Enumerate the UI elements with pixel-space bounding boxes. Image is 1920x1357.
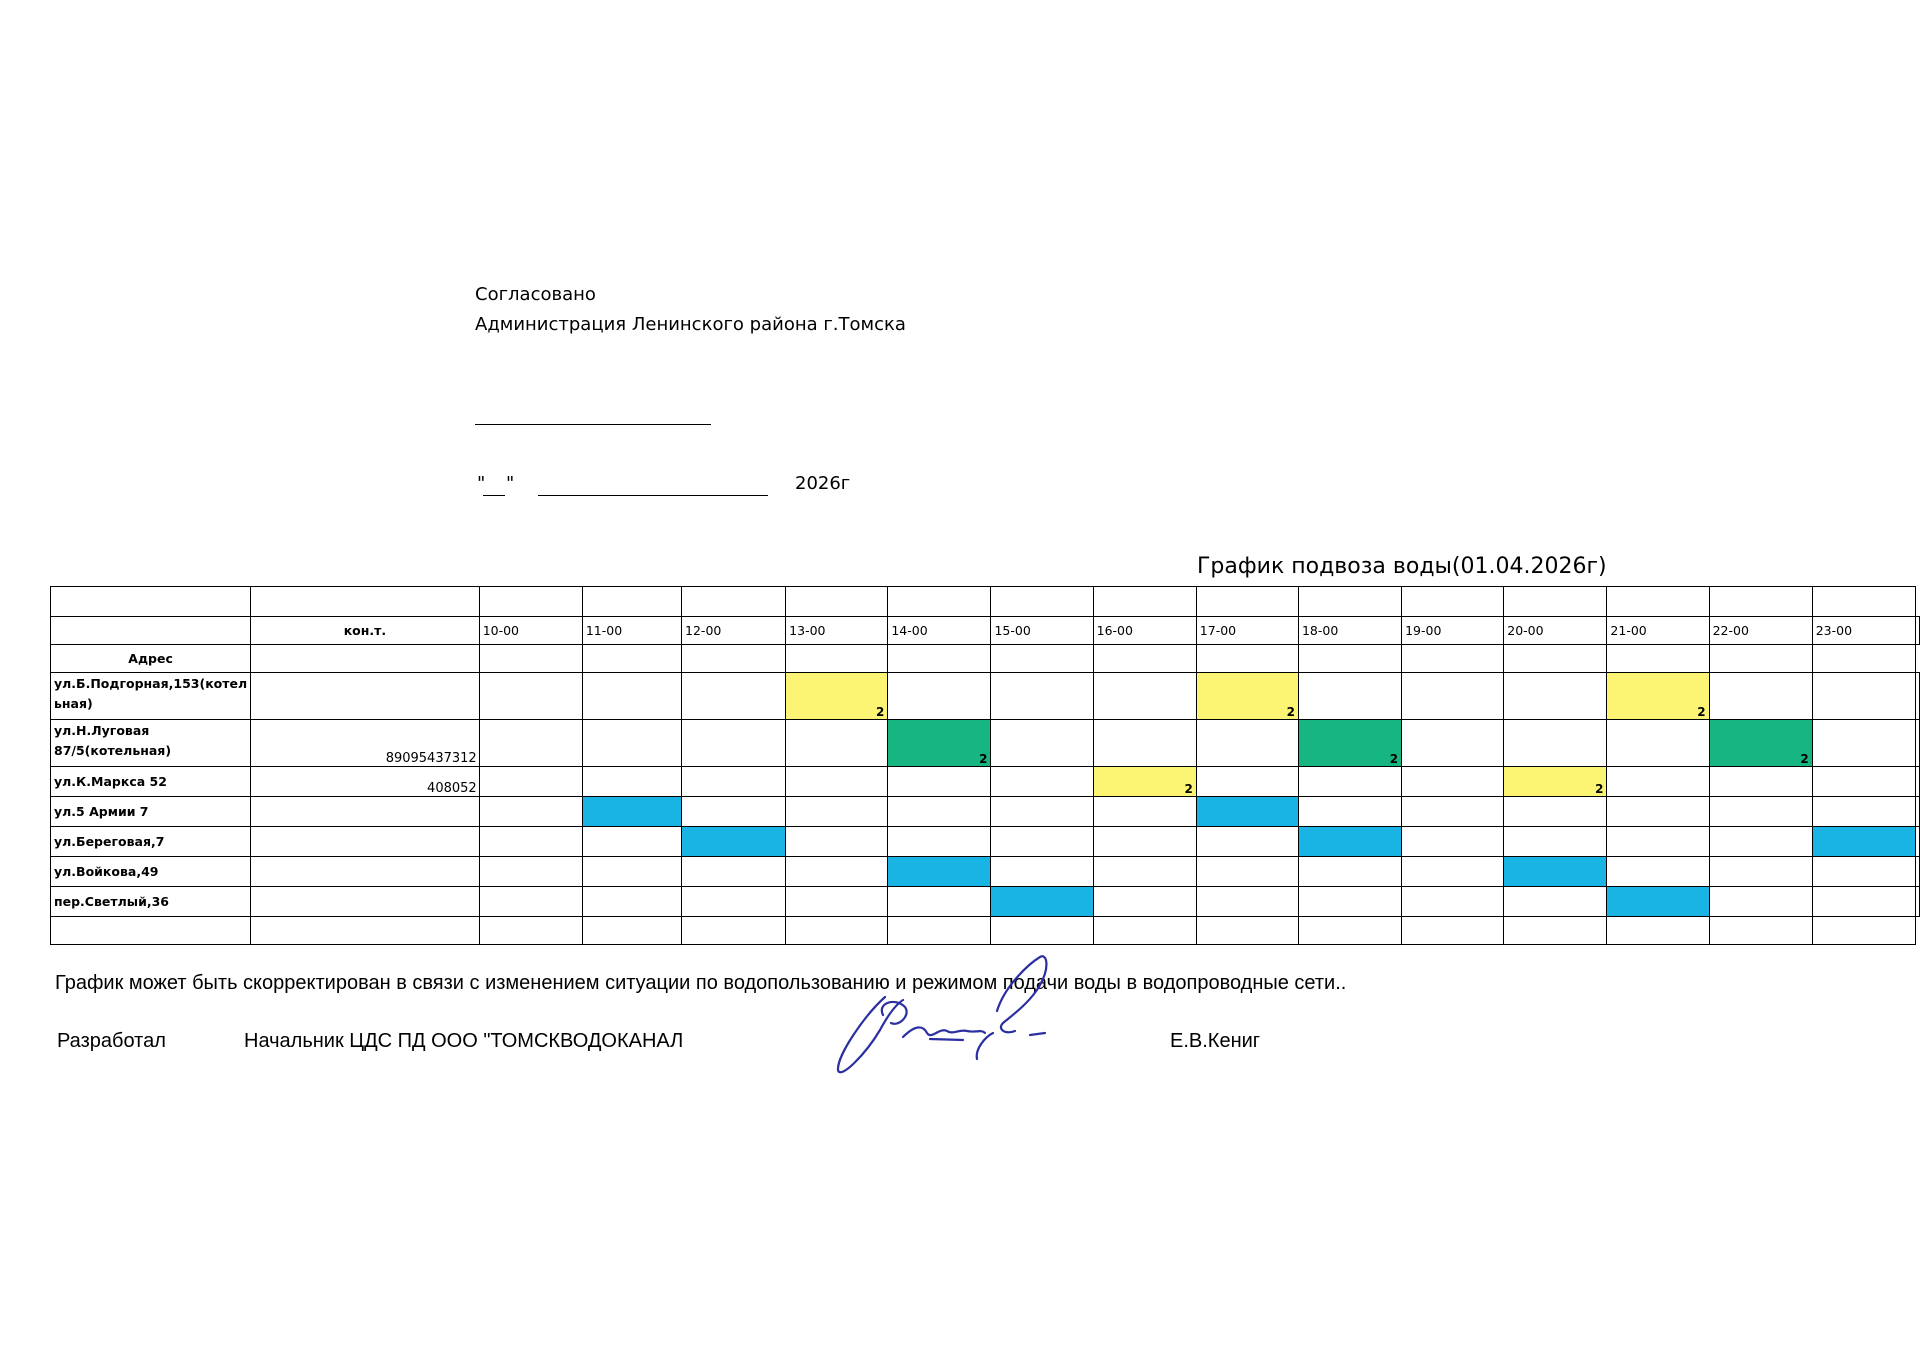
time-slot-cell: [582, 827, 681, 857]
slot-fill: [1813, 827, 1915, 856]
time-slot-cell: [1709, 857, 1812, 887]
time-slot-cell: [1709, 797, 1812, 827]
slot-fill: [1197, 673, 1298, 719]
blank-cell: [1812, 645, 1915, 673]
blank-cell: [1916, 857, 1920, 887]
blank-cell: [1916, 827, 1920, 857]
address-cell: [51, 827, 251, 857]
blank-cell: [1916, 797, 1920, 827]
time-slot-cell: [991, 767, 1093, 797]
slot-count-label: 2: [979, 752, 988, 766]
blank-cell: [682, 917, 786, 945]
developer-name: Е.В.Кениг: [1170, 1030, 1261, 1052]
address-line: ул.Б.Подгорная,153(котел: [54, 676, 248, 691]
slot-fill: [1607, 887, 1708, 916]
hour-header-23-00: 23-00: [1812, 617, 1915, 645]
address-cell: [51, 767, 251, 797]
time-slot-cell: [991, 857, 1093, 887]
time-slot-cell: [1709, 767, 1812, 797]
blank-cell: [51, 617, 251, 645]
blank-cell: [1916, 767, 1920, 797]
blank-cell: [888, 645, 991, 673]
date-month-blank: [538, 495, 768, 496]
time-slot-cell: [1093, 673, 1196, 720]
date-close-quote: ": [506, 473, 515, 494]
time-slot-cell: [1812, 720, 1915, 767]
contact-cell: [251, 827, 480, 857]
time-slot-cell: [582, 887, 681, 917]
contact-column-header: кон.т.: [251, 617, 480, 645]
blank-cell: [991, 587, 1093, 617]
delivery-slot-yellow: [1607, 673, 1709, 720]
slot-fill: [682, 827, 785, 856]
hour-header-12-00: 12-00: [682, 617, 786, 645]
delivery-slot-blue: [682, 827, 786, 857]
time-slot-cell: [1812, 887, 1915, 917]
approval-signature-line: [475, 424, 711, 425]
time-slot-cell: [1196, 827, 1298, 857]
time-slot-cell: [1504, 720, 1607, 767]
time-slot-cell: [991, 797, 1093, 827]
time-slot-cell: [582, 720, 681, 767]
slot-fill: [1607, 673, 1708, 719]
schedule-row: [51, 720, 1920, 767]
schedule-title: График подвоза воды(01.04.2026г): [1197, 554, 1607, 579]
approval-heading: Согласовано: [475, 284, 596, 305]
blank-cell: [1812, 587, 1915, 617]
handwritten-signature: [825, 945, 1075, 1085]
hour-header-21-00: 21-00: [1607, 617, 1709, 645]
slot-fill: [1504, 857, 1606, 886]
schedule-row: [51, 673, 1920, 720]
schedule-row: [51, 887, 1920, 917]
address-line: пер.Светлый,36: [54, 893, 169, 909]
blank-cell: [479, 645, 582, 673]
blank-cell: [1298, 645, 1401, 673]
developer-label: Разработал: [57, 1030, 166, 1052]
time-slot-cell: [682, 887, 786, 917]
blank-cell: [479, 917, 582, 945]
blank-cell: [991, 645, 1093, 673]
blank-cell: [1093, 645, 1196, 673]
slot-count-label: 2: [1286, 705, 1295, 719]
time-slot-cell: [1093, 827, 1196, 857]
time-slot-cell: [888, 673, 991, 720]
hour-header-18-00: 18-00: [1298, 617, 1401, 645]
blank-cell: [582, 917, 681, 945]
time-slot-cell: [1812, 673, 1915, 720]
time-slot-cell: [1093, 797, 1196, 827]
slot-fill: [1504, 767, 1606, 796]
schedule-row: [51, 857, 1920, 887]
hour-header-15-00: 15-00: [991, 617, 1093, 645]
slot-count-label: 2: [1800, 752, 1809, 766]
table-bottom-blank-row: [51, 917, 1920, 945]
contact-cell: [251, 887, 480, 917]
slot-count-label: 2: [1184, 782, 1193, 796]
time-slot-cell: [479, 673, 582, 720]
hour-header-20-00: 20-00: [1504, 617, 1607, 645]
time-slot-cell: [1607, 857, 1709, 887]
blank-cell: [1504, 587, 1607, 617]
time-slot-cell: [682, 720, 786, 767]
time-slot-cell: [786, 857, 888, 887]
time-slot-cell: [582, 673, 681, 720]
slot-count-label: 2: [1389, 752, 1399, 766]
time-slot-cell: [1709, 827, 1812, 857]
time-slot-cell: [479, 720, 582, 767]
blank-cell: [1709, 917, 1812, 945]
blank-cell: [251, 917, 480, 945]
hour-header-row: [51, 617, 1920, 645]
time-slot-cell: [888, 887, 991, 917]
time-slot-cell: [1607, 720, 1709, 767]
time-slot-cell: [479, 767, 582, 797]
delivery-slot-yellow: [1504, 767, 1607, 797]
address-line: ул.5 Армии 7: [54, 803, 149, 819]
blank-cell: [1196, 645, 1298, 673]
time-slot-cell: [582, 767, 681, 797]
blank-cell: [1196, 587, 1298, 617]
time-slot-cell: [991, 827, 1093, 857]
time-slot-cell: [682, 767, 786, 797]
time-slot-cell: [1402, 887, 1504, 917]
hour-header-16-00: 16-00: [1093, 617, 1196, 645]
time-slot-cell: [1402, 827, 1504, 857]
time-slot-cell: [991, 673, 1093, 720]
time-slot-cell: [582, 857, 681, 887]
address-column-header: Адрес: [51, 645, 251, 673]
contact-cell: 89095437312: [251, 720, 480, 767]
slot-fill: [786, 673, 887, 719]
time-slot-cell: [888, 767, 991, 797]
blank-cell: [1607, 917, 1709, 945]
time-slot-cell: [786, 887, 888, 917]
time-slot-cell: [1196, 767, 1298, 797]
hour-header-13-00: 13-00: [786, 617, 888, 645]
blank-cell: [1709, 645, 1812, 673]
time-slot-cell: [1607, 797, 1709, 827]
blank-cell: [51, 587, 251, 617]
delivery-slot-yellow: [786, 673, 888, 720]
slot-fill: [888, 857, 990, 886]
time-slot-cell: [786, 767, 888, 797]
slot-fill: [888, 720, 990, 766]
time-slot-cell: [1504, 827, 1607, 857]
address-line: ул.Н.Луговая: [54, 723, 150, 738]
time-slot-cell: [479, 887, 582, 917]
contact-cell: 408052: [251, 767, 480, 797]
delivery-slot-blue: [991, 887, 1093, 917]
address-line: ьная): [54, 696, 93, 711]
time-slot-cell: [1607, 827, 1709, 857]
time-slot-cell: [1093, 857, 1196, 887]
address-header-row: [51, 645, 1920, 673]
approval-block: [475, 280, 906, 340]
time-slot-cell: [888, 827, 991, 857]
delivery-slot-blue: [1812, 827, 1915, 857]
blank-cell: [786, 645, 888, 673]
blank-cell: [682, 645, 786, 673]
schedule-row: [51, 797, 1920, 827]
time-slot-cell: [786, 720, 888, 767]
blank-cell: [251, 645, 480, 673]
time-slot-cell: [1812, 857, 1915, 887]
contact-cell: [251, 857, 480, 887]
blank-cell: [1504, 645, 1607, 673]
time-slot-cell: [1093, 887, 1196, 917]
time-slot-cell: [1402, 673, 1504, 720]
address-cell: [51, 797, 251, 827]
blank-cell: [1916, 887, 1920, 917]
date-year: 2026г: [795, 473, 851, 494]
slot-count-label: 2: [1697, 705, 1706, 719]
blank-cell: [1607, 587, 1709, 617]
delivery-slot-blue: [888, 857, 991, 887]
blank-cell: [786, 587, 888, 617]
address-line: 87/5(котельная): [54, 743, 172, 758]
time-slot-cell: [1196, 887, 1298, 917]
slot-count-label: 2: [1595, 782, 1604, 796]
time-slot-cell: [479, 827, 582, 857]
time-slot-cell: [991, 720, 1093, 767]
blank-cell: [1916, 617, 1920, 645]
time-slot-cell: [1709, 887, 1812, 917]
address-cell: [51, 673, 251, 720]
time-slot-cell: [1402, 767, 1504, 797]
blank-cell: [1607, 645, 1709, 673]
contact-cell: [251, 797, 480, 827]
blank-cell: [479, 587, 582, 617]
schedule-note: График может быть скорректирован в связи с изменением ситуации по водопользованию и режимом подачи воды в водопроводные сети..: [55, 972, 1347, 994]
blank-cell: [251, 587, 480, 617]
blank-cell: [1298, 917, 1401, 945]
developer-position: Начальник ЦДС ПД ООО "ТОМСКВОДОКАНАЛ: [244, 1030, 684, 1052]
time-slot-cell: [1504, 797, 1607, 827]
blank-cell: [1504, 917, 1607, 945]
delivery-slot-green: [1298, 720, 1401, 767]
blank-cell: [582, 645, 681, 673]
hour-header-14-00: 14-00: [888, 617, 991, 645]
time-slot-cell: [1402, 857, 1504, 887]
slot-fill: [1197, 797, 1298, 826]
blank-cell: [1916, 673, 1920, 720]
date-open-quote: ": [477, 473, 486, 494]
blank-cell: [582, 587, 681, 617]
time-slot-cell: [1709, 673, 1812, 720]
time-slot-cell: [1093, 720, 1196, 767]
address-cell: [51, 857, 251, 887]
time-slot-cell: [682, 673, 786, 720]
blank-cell: [1402, 645, 1504, 673]
slot-fill: [1094, 767, 1196, 796]
blank-cell: [1916, 720, 1920, 767]
delivery-slot-blue: [582, 797, 681, 827]
slot-fill: [583, 797, 681, 826]
blank-cell: [1093, 587, 1196, 617]
blank-cell: [888, 917, 991, 945]
blank-cell: [1402, 917, 1504, 945]
slot-fill: [1299, 720, 1401, 766]
delivery-slot-blue: [1196, 797, 1298, 827]
time-slot-cell: [1504, 887, 1607, 917]
time-slot-cell: [1298, 673, 1401, 720]
blank-cell: [1196, 917, 1298, 945]
address-cell: [51, 887, 251, 917]
table-top-blank-row: [51, 587, 1920, 617]
blank-cell: [888, 587, 991, 617]
delivery-slot-green: [888, 720, 991, 767]
delivery-slot-yellow: [1093, 767, 1196, 797]
time-slot-cell: [1402, 797, 1504, 827]
time-slot-cell: [1196, 720, 1298, 767]
time-slot-cell: [682, 797, 786, 827]
hour-header-22-00: 22-00: [1709, 617, 1812, 645]
approval-organization: Администрация Ленинского района г.Томска: [475, 314, 906, 335]
time-slot-cell: [682, 857, 786, 887]
water-schedule-table: [50, 586, 1920, 945]
time-slot-cell: [1298, 767, 1401, 797]
slot-count-label: 2: [875, 705, 885, 719]
address-line: ул.Береговая,7: [54, 833, 165, 849]
time-slot-cell: [1607, 767, 1709, 797]
delivery-slot-green: [1709, 720, 1812, 767]
delivery-slot-blue: [1298, 827, 1401, 857]
schedule-row: [51, 827, 1920, 857]
blank-cell: [1298, 587, 1401, 617]
blank-cell: [1709, 587, 1812, 617]
time-slot-cell: [888, 797, 991, 827]
delivery-slot-blue: [1504, 857, 1607, 887]
blank-cell: [786, 917, 888, 945]
blank-cell: [1812, 917, 1915, 945]
blank-cell: [682, 587, 786, 617]
hour-header-17-00: 17-00: [1196, 617, 1298, 645]
time-slot-cell: [1196, 857, 1298, 887]
blank-cell: [991, 917, 1093, 945]
slot-fill: [1299, 827, 1401, 856]
time-slot-cell: [1504, 673, 1607, 720]
time-slot-cell: [786, 797, 888, 827]
hour-header-11-00: 11-00: [582, 617, 681, 645]
time-slot-cell: [1812, 767, 1915, 797]
delivery-slot-yellow: [1196, 673, 1298, 720]
hour-header-19-00: 19-00: [1402, 617, 1504, 645]
hour-header-10-00: 10-00: [479, 617, 582, 645]
blank-cell: [1093, 917, 1196, 945]
time-slot-cell: [786, 827, 888, 857]
blank-cell: [1402, 587, 1504, 617]
time-slot-cell: [1298, 887, 1401, 917]
slot-fill: [1710, 720, 1812, 766]
delivery-slot-blue: [1607, 887, 1709, 917]
slot-fill: [991, 887, 1092, 916]
time-slot-cell: [1298, 797, 1401, 827]
time-slot-cell: [479, 797, 582, 827]
time-slot-cell: [1812, 797, 1915, 827]
contact-cell: [251, 673, 480, 720]
blank-cell: [51, 917, 251, 945]
date-day-blank: [483, 495, 505, 496]
time-slot-cell: [479, 857, 582, 887]
address-cell: [51, 720, 251, 767]
time-slot-cell: [1402, 720, 1504, 767]
schedule-row: [51, 767, 1920, 797]
address-line: ул.К.Маркса 52: [54, 773, 167, 789]
time-slot-cell: [1298, 857, 1401, 887]
address-line: ул.Войкова,49: [54, 863, 159, 879]
